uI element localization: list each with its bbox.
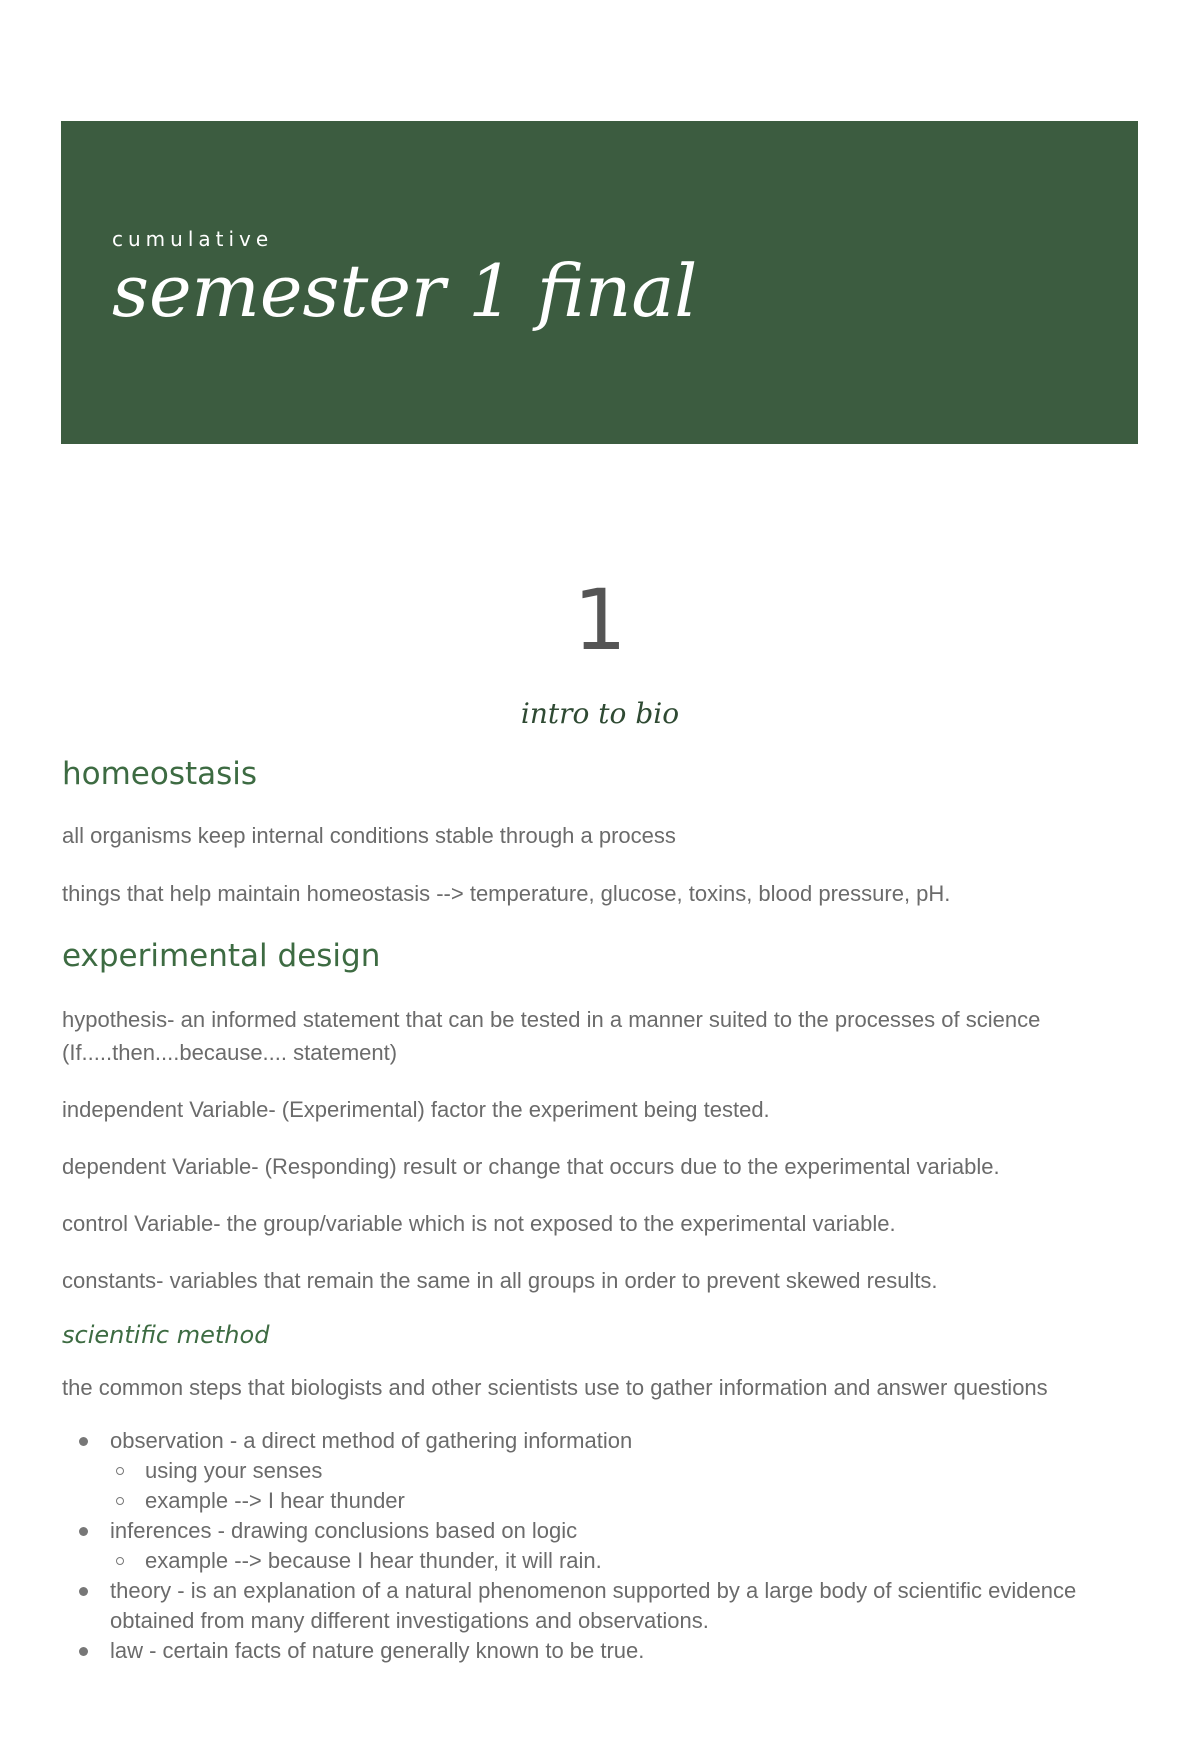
notes-content (62, 752, 1142, 1666)
heading-homeostasis: homeostasis (62, 756, 258, 792)
heading-scientific-method: scientific method (62, 1321, 270, 1350)
sub-list (110, 1456, 1142, 1516)
paragraph-hypothesis: hypothesis- an informed statement that can be tested in a manner suited to the processes of science (If.....then....because.... statement) (62, 1007, 1041, 1066)
sub-list-item: example --> I hear thunder (110, 1486, 1142, 1516)
paragraph-scientific-method-intro: the common steps that biologists and other scientists use to gather information and answer questions (62, 1375, 1048, 1401)
sub-list-item: using your senses (110, 1456, 1142, 1486)
list-item (62, 1576, 1142, 1636)
page-title: semester 1 final (112, 249, 698, 333)
banner-kicker: cumulative (112, 227, 274, 251)
paragraph-constants: constants- variables that remain the same in all groups in order to prevent skewed results. (62, 1268, 938, 1294)
paragraph-independent-variable: independent Variable- (Experimental) factor the experiment being tested. (62, 1097, 770, 1123)
heading-experimental-design: experimental design (62, 938, 381, 975)
list-item-text: inferences - drawing conclusions based on logic (110, 1518, 578, 1544)
chapter-title: intro to bio (520, 697, 680, 730)
list-item-text: theory - is an explanation of a natural phenomenon supported by a large body of scientific evidence obtained from many different investigations and observations. (110, 1578, 1077, 1634)
list-item-text: observation - a direct method of gathering information (110, 1428, 633, 1454)
scientific-method-list (62, 1426, 1142, 1666)
paragraph: all organisms keep internal conditions stable through a process (62, 823, 676, 849)
paragraph-control-variable: control Variable- the group/variable which is not exposed to the experimental variable. (62, 1211, 896, 1237)
list-item (62, 1636, 1142, 1666)
list-item (62, 1516, 1142, 1576)
list-item-text: law - certain facts of nature generally known to be true. (110, 1638, 645, 1664)
sub-list (110, 1546, 1142, 1576)
paragraph: things that help maintain homeostasis --> temperature, glucose, toxins, blood pressure, pH. (62, 881, 951, 907)
title-banner (61, 121, 1138, 444)
paragraph-dependent-variable: dependent Variable- (Responding) result or change that occurs due to the experimental variable. (62, 1154, 1000, 1180)
chapter-number: 1 (573, 571, 627, 669)
sub-list-item: example --> because I hear thunder, it will rain. (110, 1546, 1142, 1576)
list-item (62, 1426, 1142, 1516)
